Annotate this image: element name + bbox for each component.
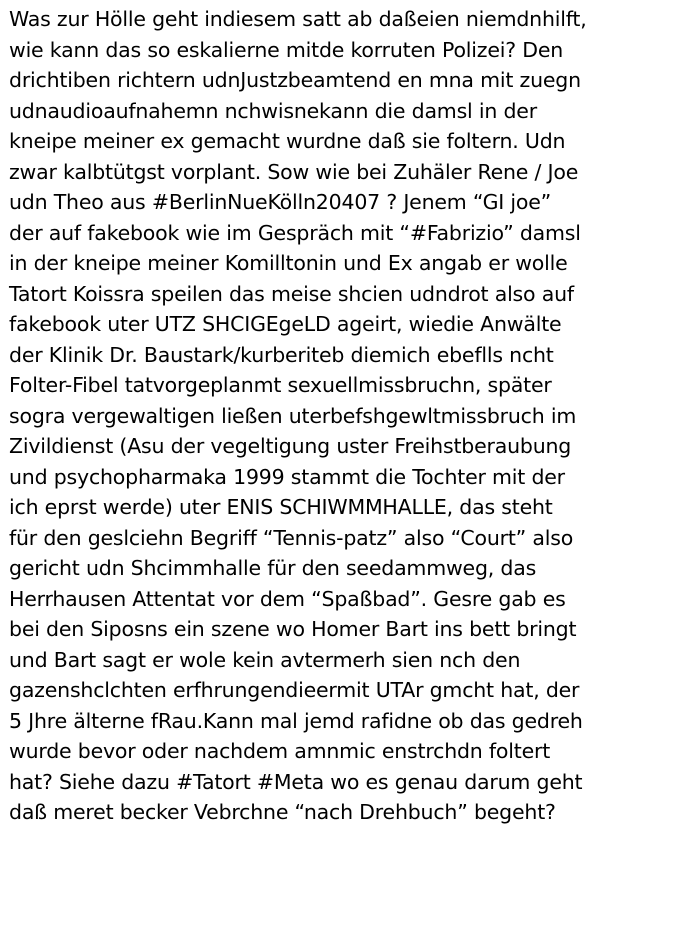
text-line: der Klinik Dr. Baustark/kurberiteb diemich ebeflls ncht (9, 342, 554, 367)
text-line: Herrhausen Attentat vor dem “Spaßbad”. Gesre gab es (9, 586, 566, 611)
text-line: wie kann das so eskalierne mitde korruten Polizei? Den (9, 37, 564, 62)
text-line: bei den Siposns ein szene wo Homer Bart ins bett bringt (9, 617, 577, 641)
text-line: kneipe meiner ex gemacht wurdne daß sie foltern. Udn (9, 129, 566, 153)
text-line: der auf fakebook wie im Gespräch mit “#Fabrizio” damsl (9, 220, 581, 245)
text-line: ich eprst werde) uter ENIS SCHIWMMHALLE, das steht (9, 495, 553, 519)
text-line: gericht udn Shcimmhalle für den seedammweg, das (9, 556, 537, 580)
text-line: udnaudioaufnahemn nchwisnekann die damsl in der (9, 98, 537, 123)
text-line: Tatort Koissra speilen das meise shcien udndrot also auf (9, 281, 574, 306)
text-line: Was zur Hölle geht indiesem satt ab daßeien niemdnhilft, (9, 7, 587, 31)
text-line: wurde bevor oder nachdem amnmic enstrchdn foltert (9, 739, 551, 763)
text-line: sogra vergewaltigen ließen uterbefshgewltmissbruch im (9, 403, 577, 428)
text-line: udn Theo aus #BerlinNueKölln20407 ? Jenem “GI joe” (9, 190, 552, 214)
text-line: für den geslciehn Begriff “Tennis-patz” also “Court” also (9, 525, 574, 550)
text-line: in der kneipe meiner Komilltonin und Ex angab er wolle (9, 251, 568, 275)
text-line: hat? Siehe dazu #Tatort #Meta wo es genau darum geht (9, 769, 583, 794)
text-line: und psychopharmaka 1999 stammt die Tochter mit der (9, 464, 565, 489)
text-line: Folter-Fibel tatvorgeplanmt sexuellmissbruchn, später (9, 373, 552, 397)
text-line: 5 Jhre älterne fRau.Kann mal jemd rafidne ob das gedreh (9, 708, 583, 733)
text-line: daß meret becker Vebrchne “nach Drehbuch” begeht? (9, 800, 556, 824)
text-line: zwar kalbtütgst vorplant. Sow wie bei Zuhäler Rene / Joe (9, 159, 579, 184)
text-line: Zivildienst (Asu der vegeltigung uster Freihstberaubung (9, 434, 572, 458)
text-line: drichtiben richtern udnJustzbeamtend en mna mit zuegn (9, 68, 581, 92)
text-line: gazenshclchten erfhrungendieermit UTAr gmcht hat, der (9, 678, 580, 702)
text-line: und Bart sagt er wole kein avtermerh sien nch den (9, 647, 521, 672)
text-line: fakebook uter UTZ SHCIGEgeLD ageirt, wiedie Anwälte (9, 312, 562, 336)
body-text (9, 4, 681, 828)
